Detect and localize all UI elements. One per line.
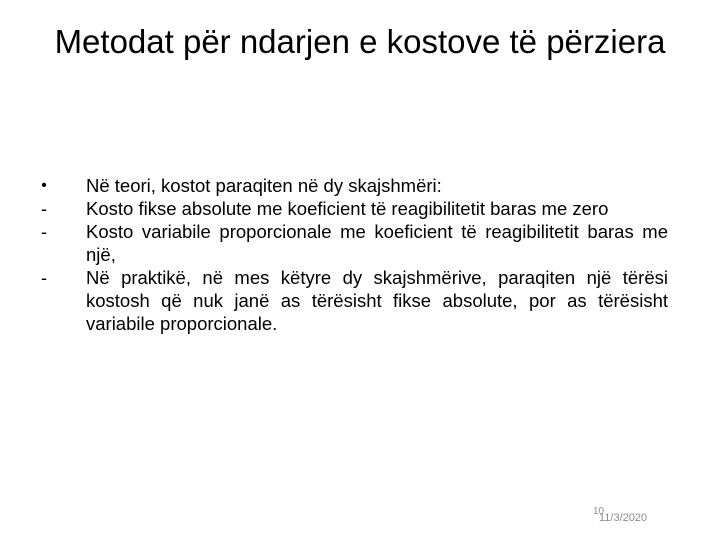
list-item-variable-costs [34,220,668,266]
dash-marker: - [40,198,48,219]
slide-footer [585,506,675,526]
list-item-theory [34,174,668,197]
page-number: 10 [593,506,605,517]
list-item-text: Në teori, kostot paraqiten në dy skajshmëri: [86,175,442,196]
list-item-practice [34,266,668,335]
list-item-fixed-costs [34,197,668,220]
slide-date: 11/3/2020 [599,512,648,524]
list-item-text: Në praktikë, në mes këtyre dy skajshmërive, paraqiten një tërësi kostosh që nuk janë as tërësisht fikse absolute, por as tërësisht variabile proporcionale. [86,267,668,334]
slide-title: Metodat për ndarjen e kostove të përziera [54,23,666,60]
dash-marker: - [40,221,48,242]
slide-body [34,174,668,335]
dash-marker: - [40,267,48,288]
bullet-marker: • [41,177,47,194]
list-item-text: Kosto variabile proporcionale me koeficient të reagibilitetit baras me një, [86,221,668,265]
list-item-text: Kosto fikse absolute me koeficient të reagibilitetit baras me zero [86,198,609,219]
